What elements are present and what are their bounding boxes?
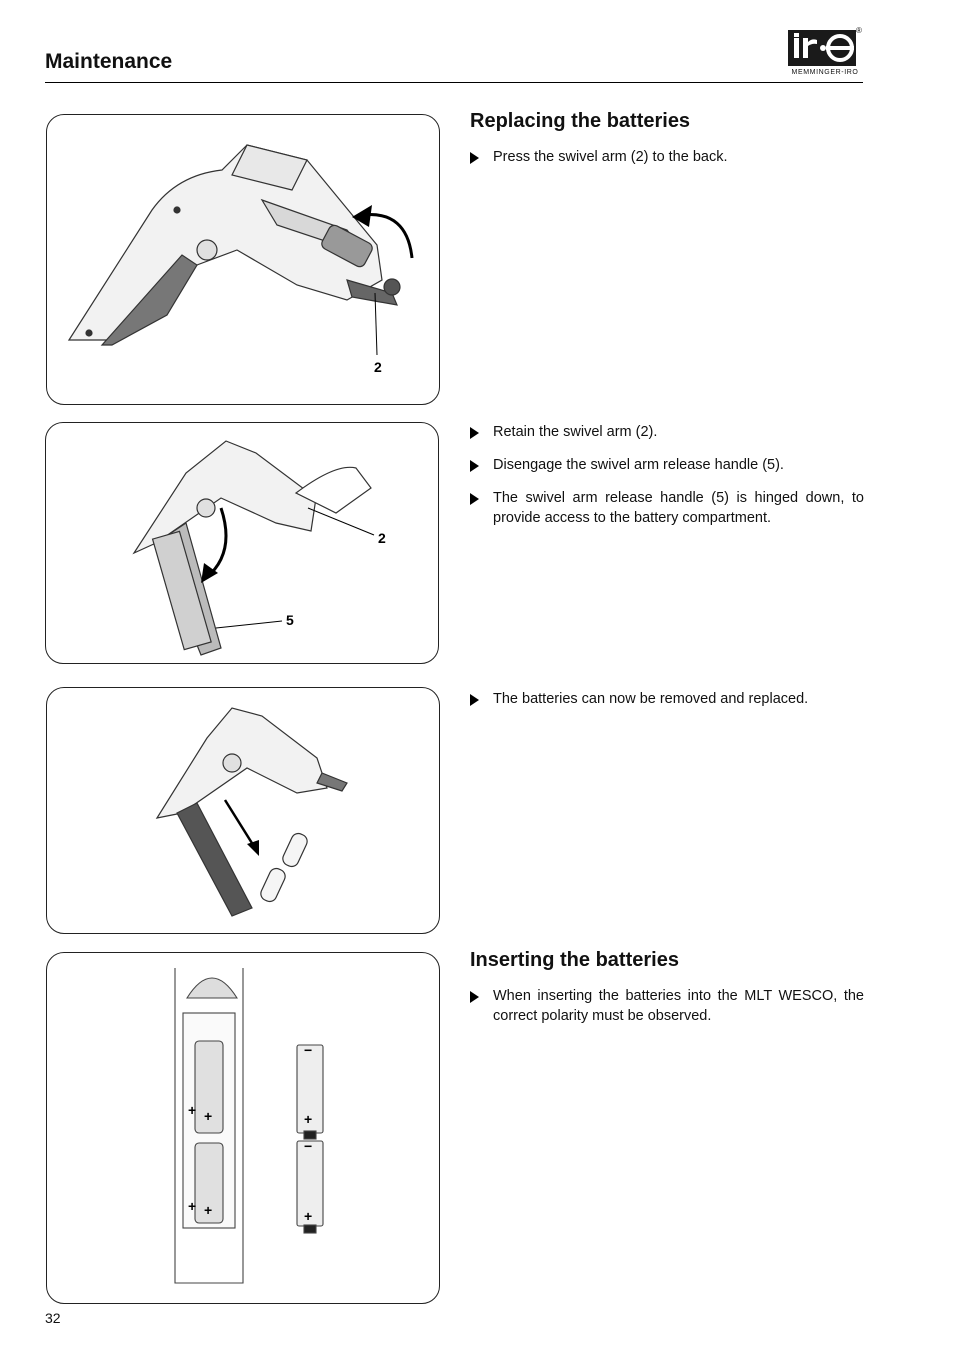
- registered-mark: ®: [856, 26, 862, 35]
- figure-battery-polarity: [46, 952, 440, 1304]
- instruction-step: [470, 488, 864, 528]
- polarity-plus: +: [188, 1198, 197, 1214]
- page-number: 32: [45, 1310, 61, 1326]
- bullet-triangle-icon: [470, 493, 479, 505]
- section-heading-inserting: Inserting the batteries: [470, 949, 679, 971]
- polarity-plus: +: [188, 1102, 197, 1118]
- step-text: The batteries can now be removed and replaced.: [493, 691, 809, 707]
- callout-2: 2: [374, 359, 382, 375]
- header-divider: [45, 82, 863, 83]
- polarity-minus: −: [304, 1138, 313, 1154]
- instruction-step: [470, 986, 864, 1026]
- figure-disengage-release-handle: [45, 422, 439, 664]
- instruction-step: [470, 147, 864, 167]
- callout-5: 5: [286, 612, 294, 628]
- section-heading-replacing: Replacing the batteries: [470, 110, 691, 132]
- bullet-triangle-icon: [470, 460, 479, 472]
- figure-remove-batteries: [46, 687, 440, 934]
- step-text: When inserting the batteries into the MLT WESCO, the correct polarity must be observed.: [493, 988, 864, 1024]
- step-text: Retain the swivel arm (2).: [493, 424, 658, 440]
- logo-brand-text: MEMMINGER-IRO: [791, 69, 859, 76]
- instruction-step: [470, 689, 864, 709]
- page-title: Maintenance: [45, 50, 173, 73]
- polarity-plus: +: [204, 1202, 213, 1218]
- step-text: Disengage the swivel arm release handle (5).: [493, 457, 784, 473]
- bullet-triangle-icon: [470, 427, 479, 439]
- polarity-minus: −: [304, 1042, 313, 1058]
- bullet-triangle-icon: [470, 694, 479, 706]
- instruction-step: [470, 455, 864, 475]
- polarity-plus: +: [304, 1208, 313, 1224]
- memminger-iro-logo: [786, 28, 866, 80]
- figure-press-swivel-arm: [46, 114, 440, 405]
- logo-mark: [788, 30, 856, 66]
- step-text: Press the swivel arm (2) to the back.: [493, 149, 728, 165]
- bullet-triangle-icon: [470, 152, 479, 164]
- polarity-plus: +: [304, 1111, 313, 1127]
- callout-2: 2: [378, 530, 386, 546]
- step-text: The swivel arm release handle (5) is hinged down, to provide access to the battery compartment.: [493, 490, 864, 526]
- polarity-plus: +: [204, 1108, 213, 1124]
- bullet-triangle-icon: [470, 991, 479, 1003]
- device-illustration: [69, 145, 400, 345]
- instruction-step: [470, 422, 864, 442]
